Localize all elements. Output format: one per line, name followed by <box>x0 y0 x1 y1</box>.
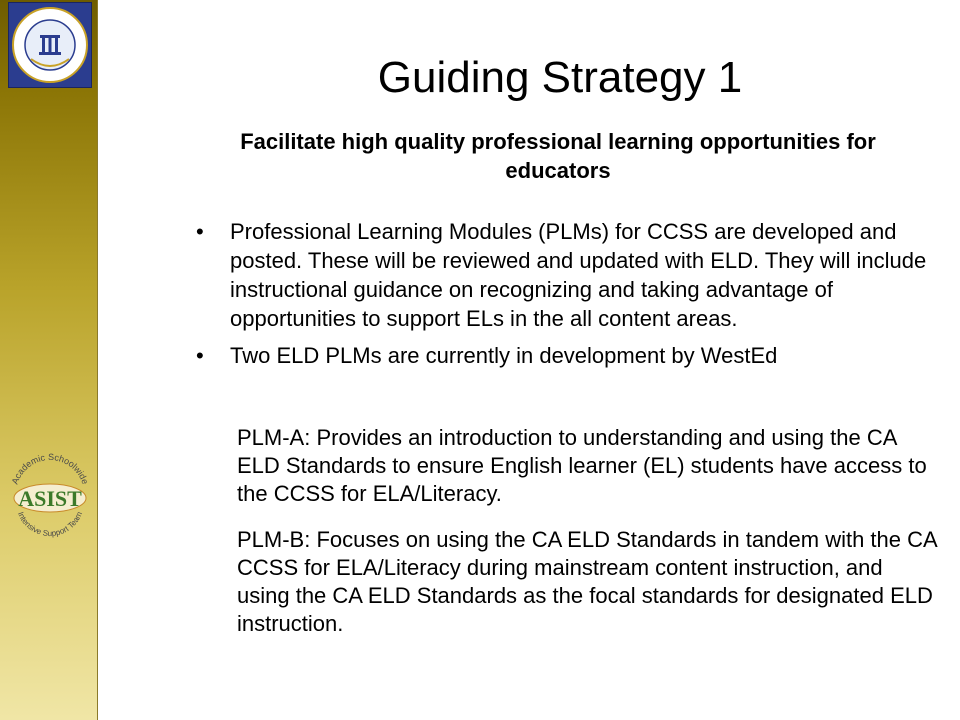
fresno-county-seal-logo <box>8 2 92 88</box>
asist-top-text: Academic Schoolwide <box>9 452 91 486</box>
asist-main-text: ASIST <box>18 486 82 511</box>
bullet-item <box>194 341 934 370</box>
bullet-text: Professional Learning Modules (PLMs) for CCSS are developed and posted. These will be reviewed and updated with ELD. They will include instructional guidance on recognizing and taking advantage of opportunities to support ELs in the all content areas. <box>230 219 927 331</box>
decorative-sidebar <box>0 0 98 720</box>
svg-text:Intensive Support Team <box>16 510 84 538</box>
svg-text:Academic Schoolwide <box>10 452 91 486</box>
sub-item-plm-b: PLM-B: Focuses on using the CA ELD Standards in tandem with the CA CCSS for ELA/Literacy during mainstream content instruction, and using the CA ELD Standards as the focal standards for designated ELD instruction. <box>237 527 937 636</box>
asist-logo <box>6 452 94 540</box>
sub-item-plm-a: PLM-A: Provides an introduction to understanding and using the CA ELD Standards to ensure English learner (EL) students have access to the CCSS for ELA/Literacy. <box>237 425 927 506</box>
bullet-icon: • <box>196 219 204 244</box>
bullet-text: Two ELD PLMs are currently in development by WestEd <box>230 343 778 368</box>
asist-bottom-text: Intensive Support Team <box>15 510 85 539</box>
bullet-list <box>194 217 934 378</box>
slide-title: Guiding Strategy 1 <box>377 53 743 102</box>
slide-subtitle: Facilitate high quality professional learning opportunities for educators <box>240 129 876 183</box>
bullet-item <box>194 217 934 333</box>
bullet-icon: • <box>196 343 204 368</box>
